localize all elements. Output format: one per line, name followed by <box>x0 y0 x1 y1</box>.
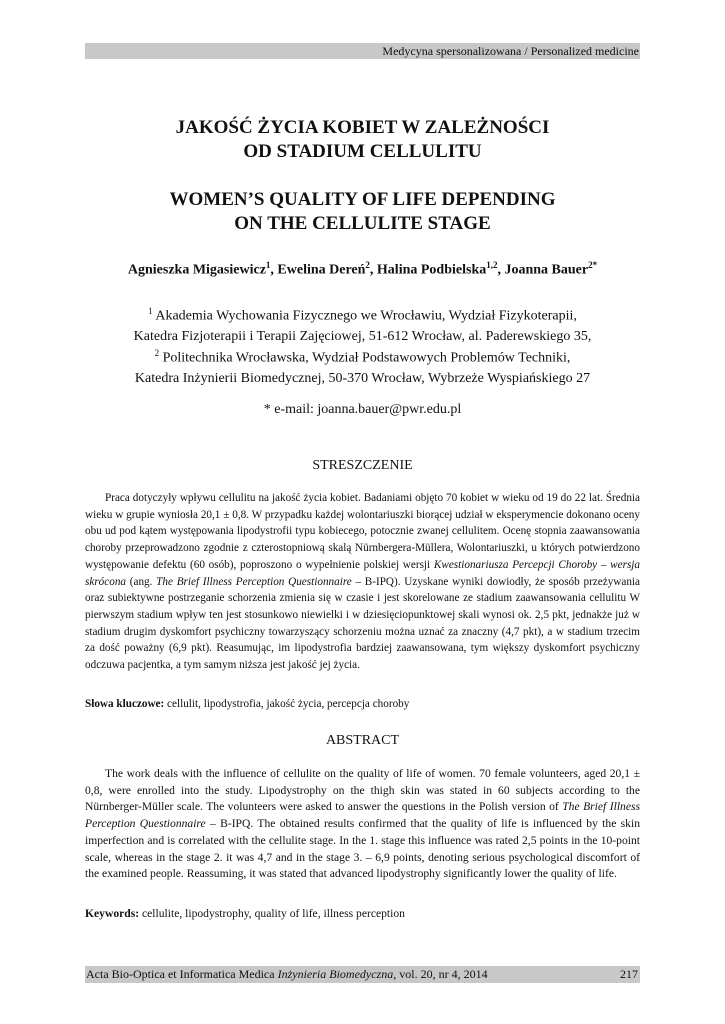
title-english <box>85 188 640 236</box>
affiliation-mark: 1 <box>148 306 153 316</box>
journal-name: Acta Bio-Optica et Informatica Medica <box>86 967 278 981</box>
body-text: – B-IPQ). Uzyskane wyniki dowiodły, że sposób przeżywania oraz subiektywne postrzeganie schorzenia zmienia się w czasie i jest skorelowane ze stadium zaawansowania cellulitu W pierwszym stadium wpływ ten jest stosunkowo niewielki i w dziesięciopunktowej skali wynosi ok. 2,5 pkt, jednakże już w stadium drugim dyskomfort psychiczny towarzyszący schorzeniu można uznać za znaczny (4,7 pkt), a w stadium trzecim za dość poważny (6,9 pkt). Reasumując, im lipodystrofia bardziej zaawansowana, tym większy dyskomfort psychiczny odczuwa pacjentka, a tym samym niższa jest jakość jej życia. <box>85 575 640 672</box>
journal-volume: , vol. 20, nr 4, 2014 <box>393 967 488 981</box>
page-number: 217 <box>620 967 638 981</box>
body-text: – B-IPQ. The obtained results confirmed that the quality of life is influenced by the skin imperfection and is correlated with the cellulite stage. In the 1. stage this influence was rated 2,5 points in the 10-point scale, whereas in the stage 2. it was 4,7 and in the stage 3. – 6,9 points, denoting serious psychological discomfort of the examined people. Reassuming, it was stated that advanced lipodystrophy significantly lower the quality of life. <box>85 817 640 881</box>
affiliation-2 <box>85 343 640 389</box>
title-english-line2: ON THE CELLULITE STAGE <box>234 213 491 234</box>
author-affiliation-mark: 2 <box>365 260 370 270</box>
title-english-line1: WOMEN’S QUALITY OF LIFE DEPENDING <box>169 189 556 210</box>
keywords-text: cellulit, lipodystrofia, jakość życia, percepcja choroby <box>164 698 410 710</box>
running-head: Medycyna spersonalizowana / Personalized medicine <box>382 44 639 58</box>
author-list <box>85 260 640 279</box>
running-head-bar <box>85 43 640 59</box>
affiliation-line: Akademia Wychowania Fizycznego we Wrocławiu, Wydział Fizykoterapii, <box>155 308 577 324</box>
affiliation-1 <box>85 301 640 347</box>
affiliation-line: Katedra Inżynierii Biomedycznej, 50-370 Wrocław, Wybrzeże Wyspiańskiego 27 <box>134 370 591 386</box>
author-name: Agnieszka Migasiewicz <box>127 262 266 278</box>
author-separator: , <box>497 262 505 278</box>
keywords-english <box>85 907 640 920</box>
author-affiliation-mark: 2* <box>588 260 598 270</box>
footer-bar <box>85 966 640 983</box>
journal-name-italic: Inżynieria Biomedyczna <box>277 967 394 981</box>
keywords-polish <box>85 698 640 710</box>
body-italic: The Brief Illness Perception Questionnaire <box>85 800 641 831</box>
keywords-label: Keywords: <box>85 907 140 920</box>
streszczenie-body <box>85 490 640 674</box>
corresponding-email: * e-mail: joanna.bauer@pwr.edu.pl <box>263 402 462 417</box>
body-italic: The Brief Illness Perception Questionnaire <box>156 575 352 588</box>
keywords-text: cellulite, lipodystrophy, quality of life, illness perception <box>139 907 405 920</box>
title-polish <box>85 116 640 164</box>
affiliation-line: Katedra Fizjoterapii i Terapii Zajęciowej, 51-612 Wrocław, al. Paderewskiego 35, <box>133 328 592 344</box>
keywords-label: Słowa kluczowe: <box>85 698 165 710</box>
body-text: (ang. <box>126 575 157 588</box>
body-text: The work deals with the influence of cellulite on the quality of life of women. 70 female volunteers, aged 20,1 ± 0,8, were enrolled into the study. Lipodystrophy on the thigh skin was stated in 60 subjects according to the Nürnberger-Müller scale. The volunteers were asked to answer the questions in the Polish version of <box>85 767 640 814</box>
affiliation-line: Politechnika Wrocławska, Wydział Podstawowych Problemów Techniki, <box>162 350 571 366</box>
body-text: Praca dotyczyły wpływu cellulitu na jakość życia kobiet. Badaniami objęto 70 kobiet w wieku od 19 do 22 lat. Średnia wieku w grupie wyniosła 20,1 ± 0,8. W przypadku każdej wolontariuszki biorącej udział w eksperymencie dokonano oceny obu ud pod kątem występowania lipodystrofii typu kobiecego, potocznie zwanej cellulitem. Ocenę stopnia zaawansowania choroby przeprowadzono zgodnie z czterostopniową skalą Nürnbergera-Müllera, Wolontariuszki, u których potwierdzono występowanie defektu (60 osób), poproszono o wypełnienie polskiej wersji <box>85 492 640 571</box>
author-name: Halina Podbielska <box>376 262 487 278</box>
author-name: Joanna Bauer <box>504 262 589 278</box>
title-polish-line2: OD STADIUM CELLULITU <box>243 141 482 162</box>
streszczenie-heading: STRESZCZENIE <box>312 458 413 473</box>
author-name: Ewelina Dereń <box>277 262 366 278</box>
body-italic: Kwestionariusza Percepcji Choroby – wersja skrócona <box>85 558 641 588</box>
journal-citation <box>85 966 488 983</box>
author-separator: , <box>270 262 278 278</box>
author-affiliation-mark: 1 <box>265 260 271 270</box>
abstract-body <box>85 766 640 883</box>
abstract-heading: ABSTRACT <box>325 733 400 748</box>
title-polish-line1: JAKOŚĆ ŻYCIA KOBIET W ZALEŻNOŚCI <box>175 117 550 138</box>
author-separator: , <box>369 262 377 278</box>
author-affiliation-mark: 1,2 <box>486 260 498 270</box>
affiliation-mark: 2 <box>154 348 160 358</box>
